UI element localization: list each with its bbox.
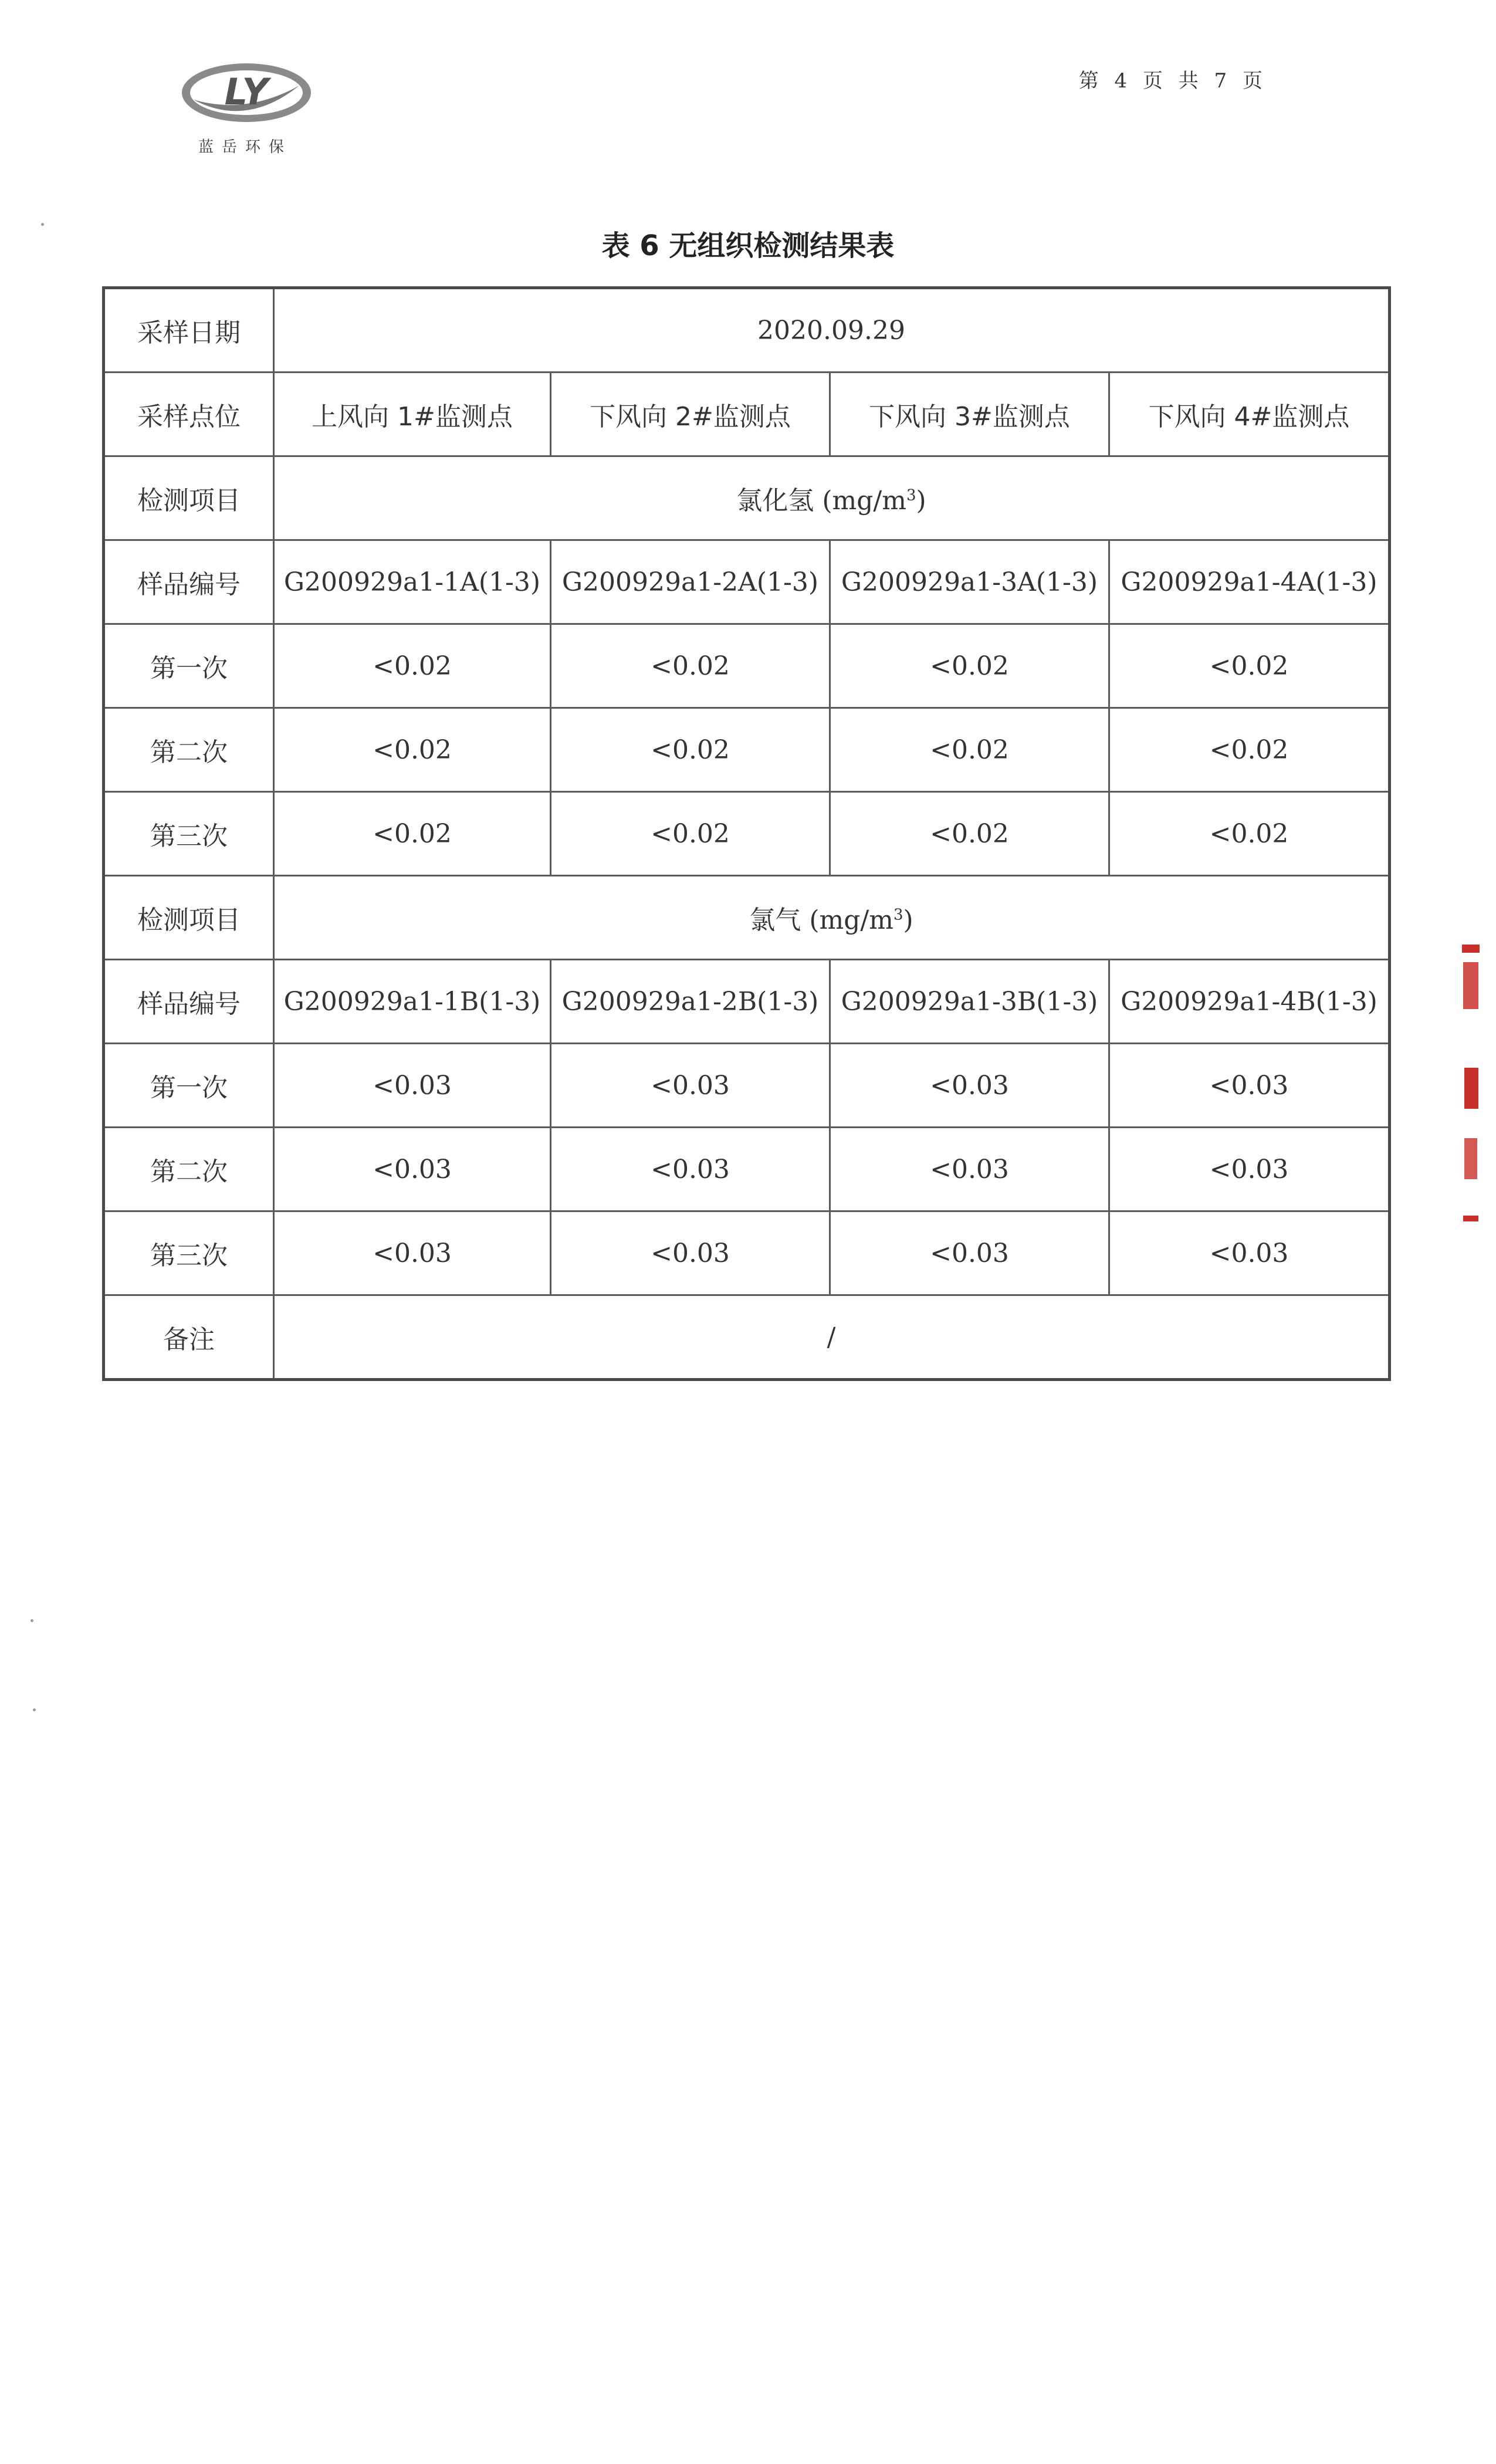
value-cell: <0.02 xyxy=(551,792,830,876)
row-label: 第三次 xyxy=(104,1211,274,1295)
value-cell: <0.03 xyxy=(1109,1044,1390,1128)
remarks-row xyxy=(104,1295,1390,1380)
date-row xyxy=(104,288,1390,373)
scan-speck xyxy=(41,223,44,226)
value-cell: <0.02 xyxy=(830,792,1109,876)
value-cell: <0.03 xyxy=(551,1044,830,1128)
value-cell: <0.02 xyxy=(274,792,551,876)
value-cell: <0.03 xyxy=(274,1211,551,1295)
site-label: 采样点位 xyxy=(104,373,274,456)
row-label: 第一次 xyxy=(104,1044,274,1128)
date-label: 采样日期 xyxy=(104,288,274,373)
remarks-label: 备注 xyxy=(104,1295,274,1380)
sample-id-row xyxy=(104,540,1390,624)
site-cell: 下风向 2#监测点 xyxy=(551,373,830,456)
logo-mark-text: LY xyxy=(224,70,269,113)
row-label: 第二次 xyxy=(104,1128,274,1211)
sample-id-cell: G200929a1-3A(1-3) xyxy=(830,540,1109,624)
value-cell: <0.02 xyxy=(274,624,551,708)
site-cell: 下风向 3#监测点 xyxy=(830,373,1109,456)
value-cell: <0.03 xyxy=(274,1128,551,1211)
value-cell: <0.02 xyxy=(551,708,830,792)
table-row xyxy=(104,708,1390,792)
value-cell: <0.03 xyxy=(830,1211,1109,1295)
item-row xyxy=(104,456,1390,540)
item-unit: $(mg/m^3)$ xyxy=(809,905,913,935)
value-cell: <0.03 xyxy=(830,1128,1109,1211)
value-cell: <0.02 xyxy=(830,624,1109,708)
value-cell: <0.02 xyxy=(274,708,551,792)
site-cell: 上风向 1#监测点 xyxy=(274,373,551,456)
value-cell: <0.02 xyxy=(551,624,830,708)
row-label: 第三次 xyxy=(104,792,274,876)
sample-label: 样品编号 xyxy=(104,540,274,624)
item-row xyxy=(104,876,1390,960)
value-cell: <0.02 xyxy=(1109,708,1390,792)
value-cell: <0.03 xyxy=(1109,1211,1390,1295)
table-row xyxy=(104,1211,1390,1295)
sample-label: 样品编号 xyxy=(104,960,274,1044)
value-cell: <0.03 xyxy=(1109,1128,1390,1211)
sample-id-cell: G200929a1-1B(1-3) xyxy=(274,960,551,1044)
value-cell: <0.02 xyxy=(1109,792,1390,876)
site-cell: 下风向 4#监测点 xyxy=(1109,373,1390,456)
table-row xyxy=(104,624,1390,708)
row-label: 第一次 xyxy=(104,624,274,708)
value-cell: <0.03 xyxy=(830,1044,1109,1128)
sample-id-cell: G200929a1-4A(1-3) xyxy=(1109,540,1390,624)
sample-id-row xyxy=(104,960,1390,1044)
sample-id-cell: G200929a1-3B(1-3) xyxy=(830,960,1109,1044)
results-table xyxy=(102,286,1391,1381)
item-name-cell xyxy=(274,876,1390,960)
sample-id-cell: G200929a1-4B(1-3) xyxy=(1109,960,1390,1044)
seal-stamp-fragment xyxy=(1460,945,1483,1226)
table-row xyxy=(104,1044,1390,1128)
item-name: 氯化氢 xyxy=(736,486,814,516)
date-value: 2020.09.29 xyxy=(274,288,1390,373)
sample-id-cell: G200929a1-2A(1-3) xyxy=(551,540,830,624)
value-cell: <0.02 xyxy=(1109,624,1390,708)
table-row xyxy=(104,792,1390,876)
value-cell: <0.03 xyxy=(551,1211,830,1295)
sample-id-cell: G200929a1-1A(1-3) xyxy=(274,540,551,624)
table-title: 表 6 无组织检测结果表 xyxy=(601,229,895,262)
item-unit: $(mg/m^3)$ xyxy=(822,486,926,516)
value-cell: <0.02 xyxy=(830,708,1109,792)
page-indicator: 第 4 页 共 7 页 xyxy=(1078,69,1267,93)
scan-speck xyxy=(31,1619,33,1622)
sample-id-cell: G200929a1-2B(1-3) xyxy=(551,960,830,1044)
row-label: 第二次 xyxy=(104,708,274,792)
company-logo xyxy=(176,59,317,156)
item-label: 检测项目 xyxy=(104,876,274,960)
scan-speck xyxy=(33,1708,36,1711)
item-name-cell xyxy=(274,456,1390,540)
site-row xyxy=(104,373,1390,456)
remarks-value: / xyxy=(274,1295,1390,1380)
logo-mark-icon xyxy=(176,59,317,129)
company-name: 蓝岳环保 xyxy=(198,138,292,156)
value-cell: <0.03 xyxy=(551,1128,830,1211)
item-name: 氯气 xyxy=(749,905,801,935)
table-row xyxy=(104,1128,1390,1211)
value-cell: <0.03 xyxy=(274,1044,551,1128)
item-label: 检测项目 xyxy=(104,456,274,540)
